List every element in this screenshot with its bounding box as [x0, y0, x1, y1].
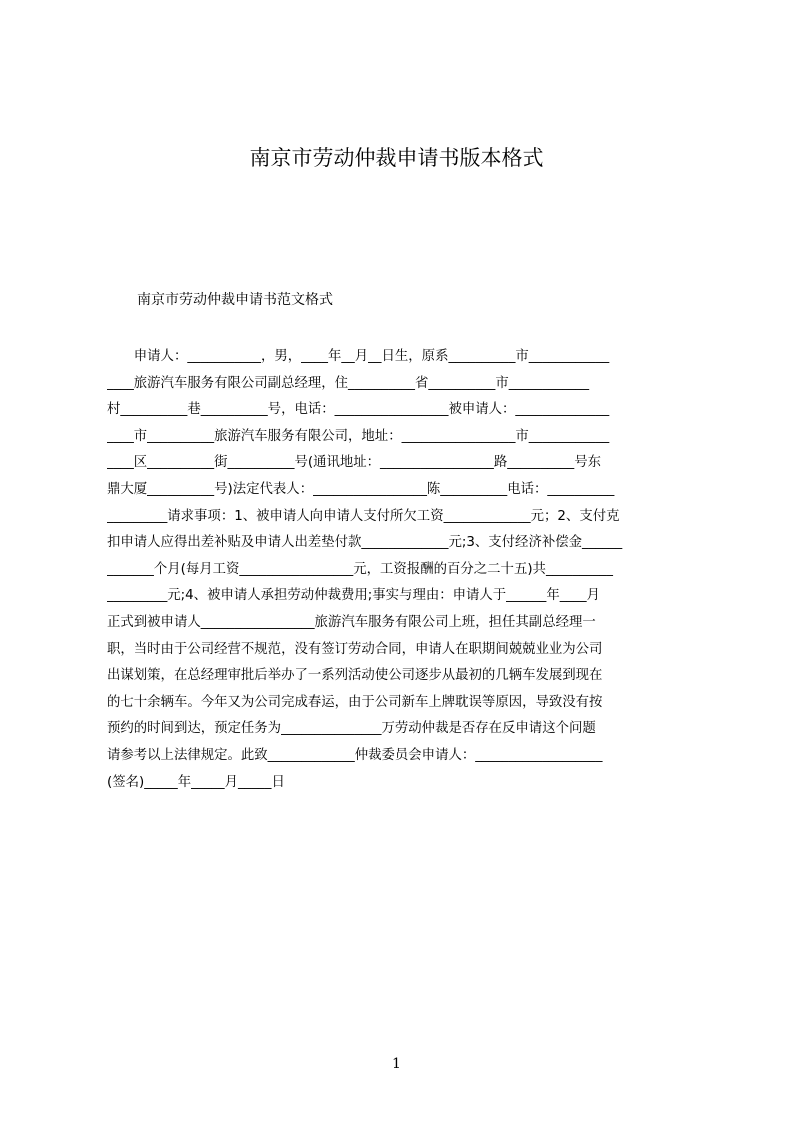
page-number: 1: [392, 1056, 401, 1072]
body-line: 村__________巷__________号，电话：_________________被申请人：______________: [107, 402, 610, 418]
body-line: 的七十余辆车。今年又为公司完成春运，由于公司新车上牌耽误等原因，导致没有按: [107, 694, 603, 710]
body-line: 鼎大厦__________号)法定代表人：_________________陈__________电话：__________: [107, 481, 615, 497]
document-subtitle: 南京市劳动仲裁申请书范文格式: [137, 292, 333, 308]
body-line: _______个月(每月工资_________________元，工资报酬的百分之二十五)共__________: [107, 561, 613, 577]
body-line: 职，当时由于公司经营不规范，没有签订劳动合同，申请人在职期间兢兢业业为公司: [107, 641, 603, 657]
body-line: 预约的时间到达，预定任务为_______________万劳动仲裁是否存在反申请这个问题: [107, 721, 596, 737]
body-line: 扣申请人应得出差补贴及申请人出差垫付款_____________元;3、支付经济补偿金______: [107, 535, 623, 551]
body-line: _________请求事项：1、被申请人向申请人支付所欠工资_____________元；2、支付克: [107, 508, 620, 524]
body-line: 请参考以上法律规定。此致_____________仲裁委员会申请人：___________________: [107, 747, 603, 763]
document-title: 南京市劳动仲裁申请书版本格式: [249, 146, 544, 170]
body-line: 正式到被申请人_________________旅游汽车服务有限公司上班，担任其副总经理一: [107, 614, 596, 630]
body-line: (签名)_____年_____月_____日: [107, 774, 285, 790]
body-line: 申请人：___________，男，____年__月__日生，原系__________市____________: [107, 349, 610, 364]
body-line: ____旅游汽车服务有限公司副总经理，住__________省__________市____________: [107, 375, 590, 391]
body-line: ____市__________旅游汽车服务有限公司，地址：_________________市____________: [107, 428, 610, 444]
body-line: _________元;4、被申请人承担劳动仲裁费用;事实与理由：申请人于______年____月: [107, 588, 600, 604]
document-body: [107, 344, 697, 796]
body-line: ____区__________街__________号(通讯地址：_________________路__________号东: [107, 455, 601, 471]
body-line: 出谋划策，在总经理审批后举办了一系列活动使公司逐步从最初的几辆车发展到现在: [107, 668, 603, 684]
